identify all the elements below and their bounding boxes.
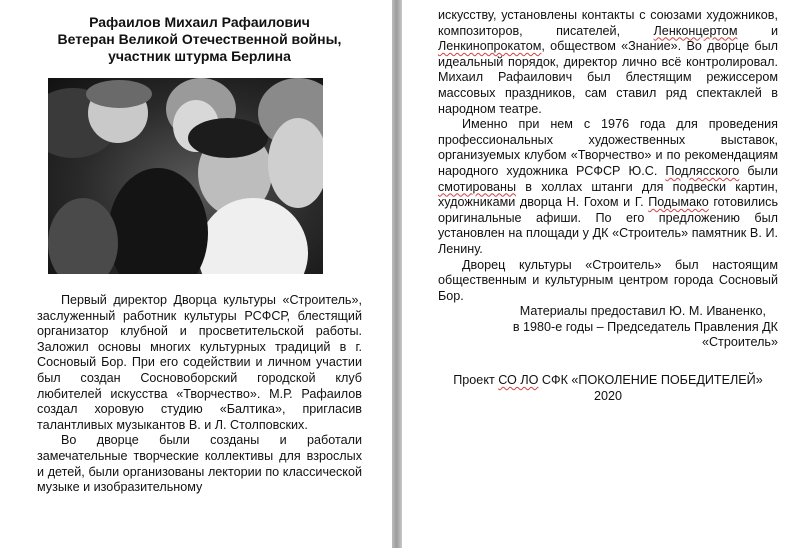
misspelled-word: Ленкинопрокатом [438, 39, 542, 54]
project-year: 2020 [593, 388, 623, 403]
title-line-2: Ветеран Великой Отечественной войны, [57, 31, 342, 47]
right-page [402, 0, 800, 548]
misspelled-word: смотированы [438, 179, 517, 194]
left-page [0, 0, 392, 548]
paragraph-continued: искусству, установлены контакты с союзами художников, композиторов, писателей, Ленконцертом и Ленкинопрокатом, обществом «Знание». Во дворце был идеальный порядок, директор лично всё контролировал. Михаил Рафаилович был блестящим режиссером массовых праздников, сам ставил ряд спектаклей в народном театре. [438, 8, 778, 116]
misspelled-word: СО ЛО [498, 373, 539, 388]
title-line-3: участник штурма Берлина [108, 48, 291, 64]
page-gutter [392, 0, 402, 548]
paragraph-center: Дворец культуры «Строитель» был настоящим общественным и культурным центром города Сосновый Бор. [438, 257, 778, 303]
paragraph-1: Первый директор Дворца культуры «Строитель», заслуженный работник культуры РСФСР, блестящий организатор клубной и просветительской работы. Заложил основы многих культурных традиций в г. Сосновый Бор. При его содействии и личном участии был создан Сосновоборский городской клуб любителей искусства «Творчество». М.Р. Рафаилов создал хоровую студию «Балтика», пригласив талантливых музыкантов В. и Л. Столповских. [37, 293, 362, 432]
title-line-1: Рафаилов Михаил Рафаилович [89, 14, 310, 30]
page-title [37, 14, 362, 65]
credits-line-1: Материалы предоставил Ю. М. Иваненко, [519, 304, 766, 319]
portrait-photo [48, 78, 323, 274]
credits [438, 304, 778, 351]
misspelled-word: Ленконцертом [653, 23, 738, 38]
project-footer: Проект СО ЛО СФК «ПОКОЛЕНИЕ ПОБЕДИТЕЛЕЙ» 2020 [438, 373, 778, 404]
paragraph-2: Во дворце были созданы и работали замечательные творческие коллективы для взрослых и детей, были организованы лектории по классической музыке и изобразительному [37, 433, 362, 495]
paragraph-exhibitions: Именно при нем с 1976 года для проведения профессиональных художественных выставок, организуемых клубом «Творчество» и по рекомендациям народного художника РСФСР Ю.С. Подлясского были смотированы в холлах штанги для подвески картин, художниками дворца Н. Гохом и Г. Подымако готовились оригинальные афиши. По его предложению был установлен на площади у ДК «Строитель» памятник В. И. Ленину. [438, 117, 779, 256]
misspelled-word: Подымако [648, 195, 709, 210]
credits-line-2: в 1980-е годы – Председатель Правления ДК «Строитель» [512, 319, 778, 350]
misspelled-word: Подлясского [665, 163, 740, 178]
